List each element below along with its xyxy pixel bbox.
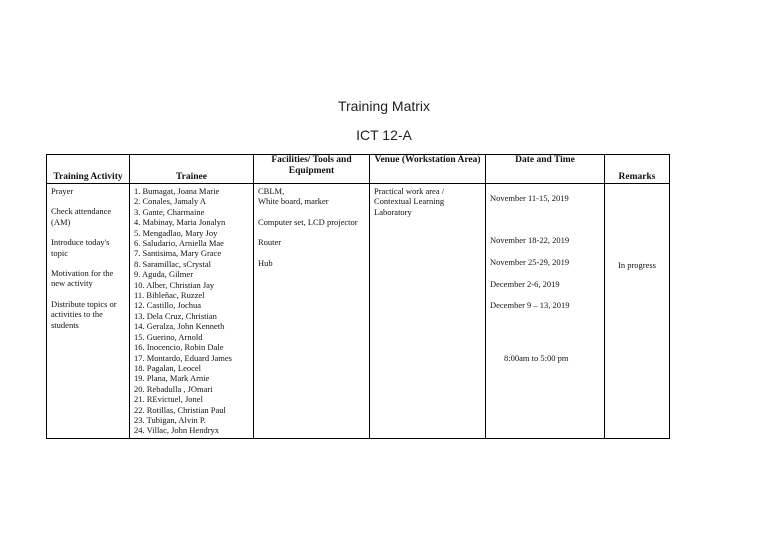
facility-item: Computer set, LCD projector: [258, 216, 358, 227]
document-subtitle: ICT 12-A: [356, 127, 412, 143]
content-row: [47, 184, 670, 439]
trainee-item: 12. Castillo, Jochua: [134, 300, 202, 311]
header-date-time: Date and Time: [486, 155, 605, 184]
header-row: [47, 155, 670, 184]
trainee-item: 15. Guerino, Arnold: [134, 331, 203, 342]
trainee-item: 6. Saludario, Arniella Mae: [134, 238, 224, 249]
trainee-item: 18. Pagalan, Leocel: [134, 362, 202, 373]
header-remarks: Remarks: [605, 155, 670, 184]
date-item: December 9 – 13, 2019: [490, 300, 570, 310]
trainee-item: 19. Plana, Mark Arnie: [134, 373, 210, 384]
trainee-item: 2. Conales, Jamaly A: [134, 196, 207, 207]
trainee-item: 7. Santisima, Mary Grace: [134, 248, 222, 259]
trainee-item: 4. Mabinay, Maria Jonalyn: [134, 217, 226, 228]
time-range: 8:00am to 5:00 pm: [504, 353, 569, 363]
date-item: November 25-29, 2019: [490, 257, 570, 267]
trainee-item: 8. Saramillac, sCrystal: [134, 258, 211, 269]
facility-item: Hub: [258, 257, 273, 268]
trainee-item: 14. Geralza, John Kenneth: [134, 321, 225, 332]
trainee-item: 22. Rotillas, Christian Paul: [134, 404, 226, 415]
facility-item: CBLM,: [258, 186, 285, 196]
training-matrix-table: [46, 154, 670, 439]
header-training-activity: Training Activity: [47, 155, 130, 184]
header-trainee: Trainee: [130, 155, 254, 184]
facility-item: White board, marker: [258, 196, 329, 207]
trainee-item: 5. Mengadlao, Mary Joy: [134, 227, 218, 238]
facilities-cell: [254, 184, 370, 439]
training-activity-cell: [47, 184, 130, 439]
activity-item: Introduce today's topic: [51, 237, 110, 258]
trainee-item: 11. Bibleñac, Ruzzel: [134, 290, 205, 301]
trainee-item: 13. Dela Cruz, Christian: [134, 310, 217, 321]
date-item: November 11-15, 2019: [490, 193, 569, 203]
trainee-item: 24. Villac, John Hendryx: [134, 425, 220, 436]
remarks-status: In progress: [617, 260, 656, 270]
trainee-item: 21. REvictuel, Jonel: [134, 394, 203, 405]
header-venue: Venue (Workstation Area): [370, 155, 486, 184]
date-item: November 18-22, 2019: [490, 235, 570, 245]
remarks-cell: [605, 184, 670, 439]
trainee-item: 23. Tubigan, Alvin P.: [134, 414, 206, 425]
activity-item: Prayer: [51, 186, 74, 196]
date-item: December 2-6, 2019: [490, 279, 560, 289]
trainee-item: 9. Aguda, Gilmer: [134, 269, 194, 280]
header-facilities: Facilities/ Tools and Equipment: [254, 155, 370, 184]
trainee-item: 1. Bumagat, Joana Marie: [134, 186, 220, 196]
trainee-cell: [130, 184, 254, 439]
trainee-item: 10. Alber, Christian Jay: [134, 279, 215, 290]
document-title: Training Matrix: [337, 98, 431, 114]
trainee-item: 16. Inocencio, Robin Dale: [134, 342, 224, 353]
facility-item: Router: [258, 237, 282, 248]
trainee-item: 20. Rebadulla , JOmari: [134, 383, 213, 394]
activity-item: Distribute topics or activities to the students: [51, 298, 117, 330]
venue-cell: Practical work area / Contextual Learning Laboratory: [370, 184, 486, 439]
activity-item: Check attendance (AM): [51, 206, 112, 227]
trainee-item: 17. Montardo, Eduard James: [134, 352, 232, 363]
activity-item: Motivation for the new activity: [51, 268, 114, 289]
trainee-item: 3. Gante, Charmaine: [134, 206, 205, 217]
date-time-cell: [486, 184, 605, 439]
